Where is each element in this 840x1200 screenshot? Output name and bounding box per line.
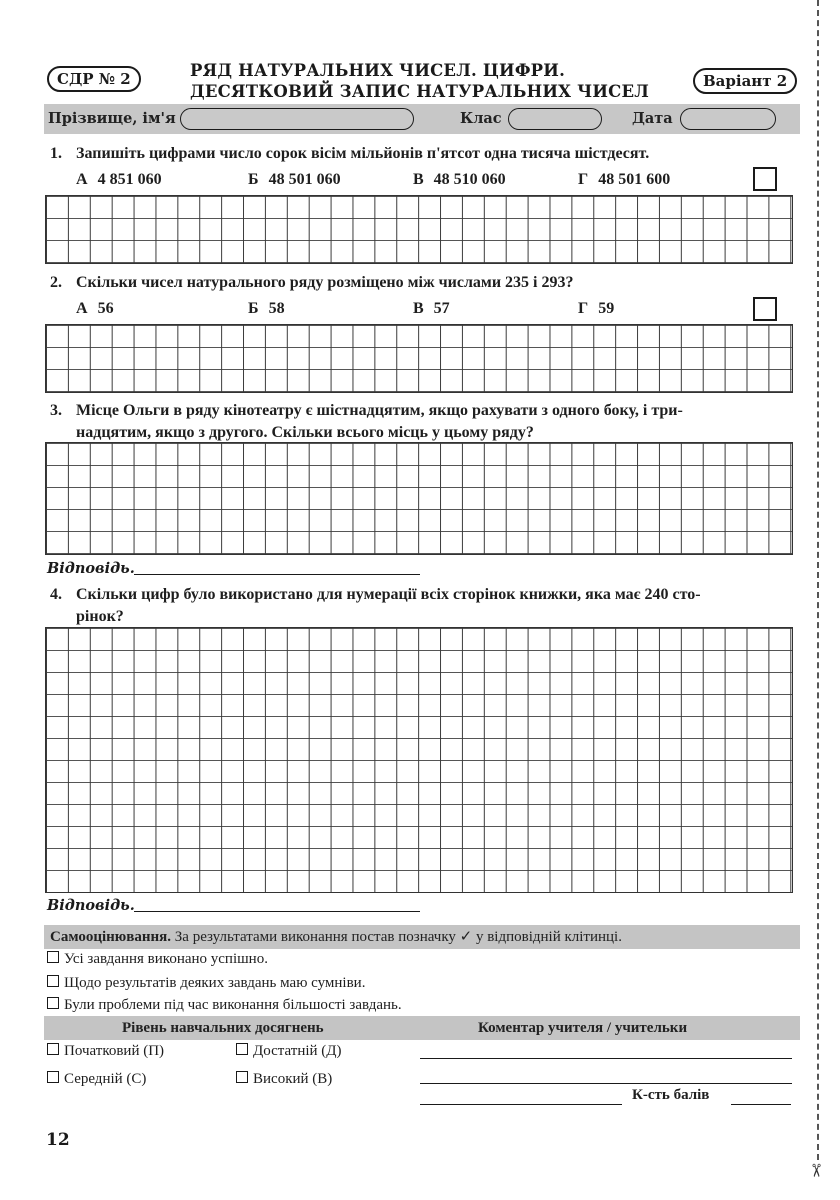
title-line-2: ДЕСЯТКОВИЙ ЗАПИС НАТУРАЛЬНИХ ЧИСЕЛ [190,82,650,101]
checkbox-icon[interactable] [236,1043,248,1055]
q2-option-v[interactable]: В 57 [413,300,450,317]
question-4-text-line-2: рінок? [76,608,124,625]
level-high[interactable]: Високий (В) [236,1071,332,1088]
self-item-1[interactable]: Усі завдання виконано успішно. [47,951,268,968]
teacher-comment-header: Коментар учителя / учительки [478,1020,688,1036]
checkbox-icon[interactable] [47,1043,59,1055]
date-label: Дата [632,110,673,127]
question-4-number: 4. [50,586,62,603]
teacher-comment-line-3[interactable] [420,1104,622,1105]
question-2 [50,272,573,294]
checkbox-icon[interactable] [47,1071,59,1083]
question-4 [50,584,796,628]
work-badge [47,66,141,92]
name-label: Прізвище, ім'я [48,110,176,127]
checkbox-icon[interactable] [47,951,59,963]
question-2-number: 2. [50,274,62,291]
name-field[interactable] [180,108,414,130]
level-beginning[interactable]: Початковий (П) [47,1043,164,1060]
teacher-comment-line-1[interactable] [420,1058,792,1059]
self-item-2[interactable]: Щодо результатів деяких завдань маю сумніви. [47,975,365,992]
question-1-number: 1. [50,145,62,162]
work-badge-label: СДР № 2 [57,70,131,88]
self-assessment-title: Самооцінювання. [50,929,172,945]
q2-work-grid[interactable] [45,324,793,393]
levels-header: Рівень навчальних досягнень [122,1020,324,1036]
scissors-icon: ✂ [805,1162,827,1179]
date-field[interactable] [680,108,776,130]
page-number: 12 [46,1130,70,1150]
checkbox-icon[interactable] [47,997,59,1009]
q4-answer-input[interactable] [134,910,420,912]
q1-option-g[interactable]: Г 48 501 600 [578,171,671,188]
q4-answer-label: Відповідь. [47,897,135,914]
class-field[interactable] [508,108,602,130]
q1-work-grid[interactable] [45,195,793,264]
cut-line [817,0,819,1160]
score-input[interactable] [731,1104,791,1105]
question-4-text-line-1: Скільки цифр було використано для нумерації всіх сторінок книжки, яка має 240 сто- [76,586,701,603]
q4-work-grid[interactable] [45,627,793,893]
question-3-text-line-1: Місце Ольги в ряду кінотеатру є шістнадцятим, якщо рахувати з одного боку, і три- [76,402,683,419]
q1-option-v[interactable]: В 48 510 060 [413,171,506,188]
self-assessment-heading [50,925,622,949]
q2-option-g[interactable]: Г 59 [578,300,615,317]
q1-answer-box[interactable] [753,167,777,191]
page-title [190,60,649,102]
q2-answer-box[interactable] [753,297,777,321]
self-assessment-instruction: За результатами виконання постав позначку ✓ у відповідній клітинці. [174,929,622,945]
checkbox-icon[interactable] [47,975,59,987]
variant-label: Варіант 2 [703,72,788,90]
question-3 [50,400,796,444]
q1-option-b[interactable]: Б 48 501 060 [248,171,341,188]
title-line-1: РЯД НАТУРАЛЬНИХ ЧИСЕЛ. ЦИФРИ. [190,61,566,80]
score-label: К-сть балів [632,1087,710,1103]
question-1 [50,143,649,165]
question-2-text: Скільки чисел натурального ряду розміщено між числами 235 і 293? [76,274,574,291]
q3-work-grid[interactable] [45,442,793,555]
checkbox-icon[interactable] [236,1071,248,1083]
q3-answer-label: Відповідь. [47,560,135,577]
level-average[interactable]: Середній (С) [47,1071,146,1088]
q3-answer-input[interactable] [134,573,420,575]
teacher-comment-line-2[interactable] [420,1083,792,1084]
class-label: Клас [460,110,502,127]
level-sufficient[interactable]: Достатній (Д) [236,1043,342,1060]
question-3-number: 3. [50,402,62,419]
question-3-text-line-2: надцятим, якщо з другого. Скільки всього місць у цьому ряду? [76,424,534,441]
self-item-3[interactable]: Були проблеми під час виконання більшості завдань. [47,997,402,1014]
q2-option-a[interactable]: А 56 [76,300,114,317]
question-1-text: Запишіть цифрами число сорок вісім мільйонів п'ятсот одна тисяча шістдесят. [76,145,650,162]
q1-option-a[interactable]: А 4 851 060 [76,171,162,188]
variant-badge [693,68,797,94]
q2-option-b[interactable]: Б 58 [248,300,285,317]
